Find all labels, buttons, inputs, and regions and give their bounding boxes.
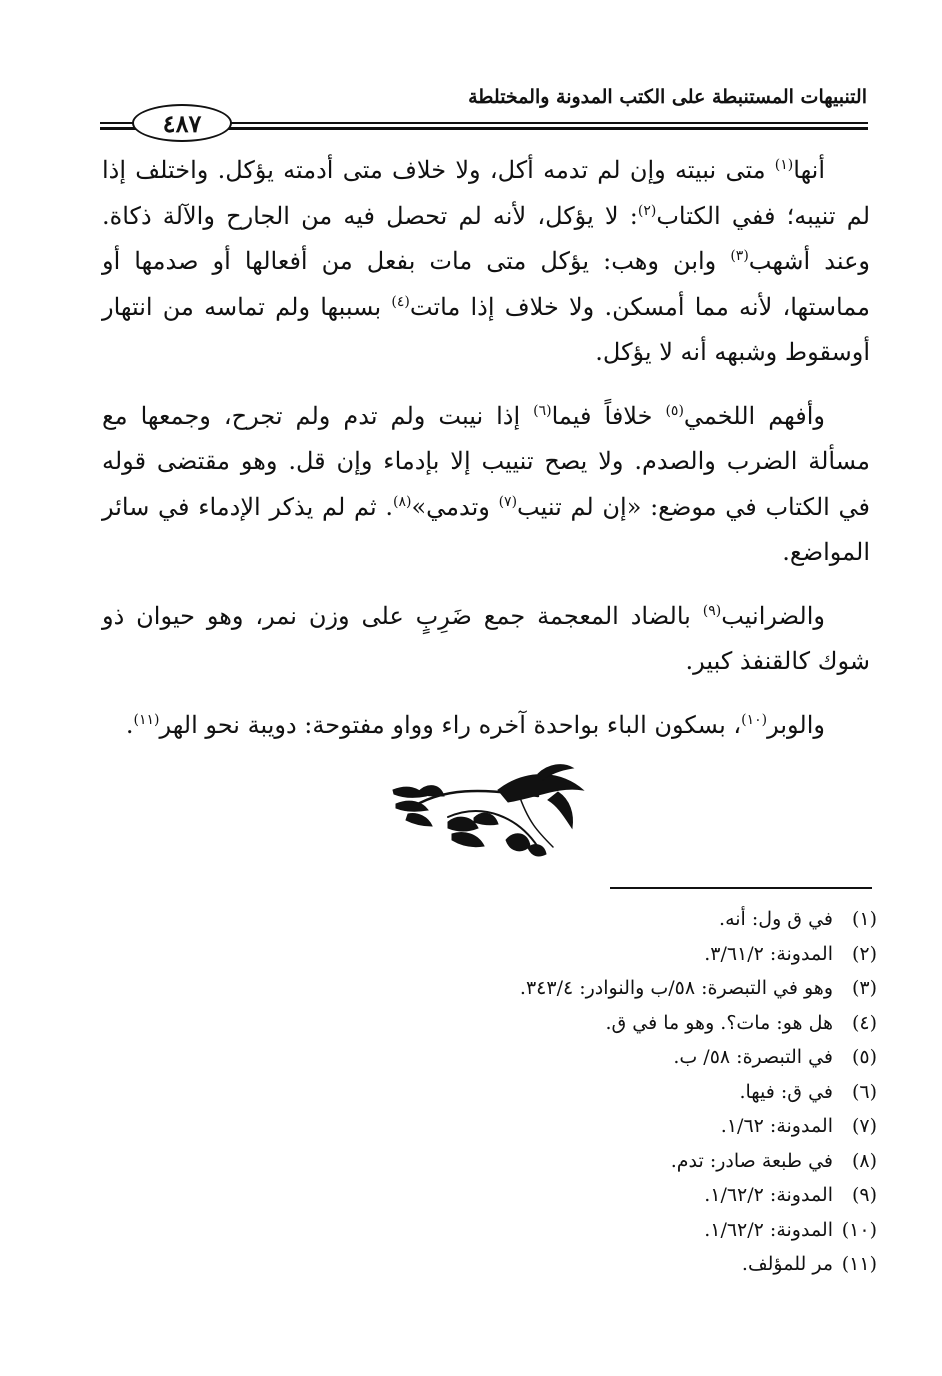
text-run: والوبر	[767, 710, 825, 739]
footnote-text: مر للمؤلف.	[741, 1253, 833, 1275]
footnote-text: في ق ول: أنه.	[719, 908, 833, 930]
footnote-number: (٨)	[851, 1149, 877, 1172]
footnote-marker[interactable]: (٦)	[533, 402, 552, 419]
footnote-item	[277, 1213, 877, 1248]
text-run: إذا نيبت ولم تدم ولم تجرح، وجمعها مع مسألة الضرب والصدم. ولا يصح تنييب إلا بإدماء وإن قل. وهو مقتضى قوله في الكتاب في موضع: «إن لم تنيب	[102, 401, 870, 521]
footnote-marker[interactable]: (٢)	[637, 202, 657, 219]
floral-ornament-icon	[388, 762, 588, 862]
footnote-separator	[610, 887, 872, 889]
paragraph-3	[102, 594, 870, 685]
footnote-item	[277, 1144, 877, 1179]
footnote-marker[interactable]: (١١)	[133, 711, 160, 728]
text-run: . ثم لم يذكر الإدماء في سائر المواضع.	[102, 492, 870, 566]
footnote-text: المدونة: ١/٦٢/٢.	[704, 1218, 833, 1241]
footnote-marker[interactable]: (٣)	[730, 248, 749, 264]
footnotes-list	[277, 902, 877, 1282]
paragraph-2	[102, 394, 870, 576]
footnote-text: المدونة: ١/٦٢.	[720, 1115, 833, 1137]
footnote-number: (٦)	[851, 1080, 877, 1103]
footnote-number: (١)	[851, 908, 877, 930]
footnote-text: المدونة: ٣/٦١/٢.	[704, 942, 833, 965]
text-run: والضرانيب	[721, 601, 825, 630]
footnote-marker[interactable]: (٨)	[392, 493, 412, 510]
footnote-marker[interactable]: (١)	[774, 157, 794, 173]
footnote-text: وهو في التبصرة: ٥٨/ب والنوادر: ٣٤٣/٤.	[519, 977, 833, 999]
footnote-marker[interactable]: (٥)	[665, 402, 684, 419]
footnote-text: في طبعة صادر: تدم.	[670, 1149, 833, 1172]
footnote-marker[interactable]: (١٠)	[741, 711, 768, 728]
footnote-item	[277, 971, 877, 1006]
text-run: متى نبيته وإن لم تدمه أكل، ولا خلاف متى أدمته يؤكل. واختلف إذا لم تنيبه؛ ففي الكتاب	[102, 156, 871, 230]
footnote-item	[277, 1178, 877, 1213]
running-title: التنبيهات المستنبطة على الكتب المدونة والمختلطة	[468, 86, 867, 108]
text-run: وتدمي»	[411, 492, 499, 521]
body-text	[102, 148, 870, 766]
text-run: وابن وهب: يؤكل متى مات بفعل من أفعالها أو صدمها أو مماستها، لأنه مما أمسكن. ولا خلاف إذا ماتت	[102, 247, 871, 321]
text-run: وأفهم اللخمي	[683, 401, 825, 430]
footnote-marker[interactable]: (٧)	[498, 493, 518, 510]
footnote-number: (٧)	[851, 1115, 877, 1137]
footnote-text: في ق: فيها.	[739, 1080, 833, 1103]
text-run: .	[125, 710, 134, 739]
footnote-number: (٩)	[851, 1184, 877, 1206]
page-number-text: ٤٨٧	[162, 108, 202, 138]
footnote-item	[277, 937, 877, 972]
footnote-item	[277, 1006, 877, 1041]
footnote-item	[277, 1109, 877, 1144]
paragraph-1	[102, 148, 870, 376]
footnote-text: في التبصرة: ٥٨/ ب.	[673, 1046, 833, 1068]
text-run: بالضاد المعجمة جمع ضَرِبٍ على وزن نمر، وهو حيوان ذو شوك كالقنفذ كبير.	[102, 601, 870, 675]
page-number	[132, 104, 232, 142]
footnote-marker[interactable]: (٩)	[702, 602, 722, 619]
text-run: خلافاً فيما	[551, 401, 666, 430]
footnote-text: هل هو: مات؟. وهو ما في ق.	[605, 1011, 833, 1034]
text-run: بسببها ولم تماسه من انتهار أوسقوط وشبهه أنه لا يؤكل.	[102, 292, 870, 366]
text-run: : لا يؤكل، لأنه لم تحصل فيه من الجارح والآلة ذكاة. وعند أشهب	[102, 201, 870, 275]
footnote-number: (٤)	[851, 1011, 877, 1034]
footnote-number: (٥)	[851, 1046, 877, 1068]
text-run: ، بسكون الباء بواحدة آخره راء وواو مفتوحة: دويبة نحو الهر	[159, 710, 742, 739]
footnote-number: (٢)	[851, 942, 877, 965]
footnote-item	[277, 1247, 877, 1282]
footnote-number: (١٠)	[841, 1218, 877, 1241]
footnote-number: (١١)	[841, 1253, 877, 1275]
text-run: أنها	[793, 156, 825, 184]
footnote-text: المدونة: ١/٦٢/٢.	[704, 1184, 833, 1206]
footnote-item	[277, 902, 877, 937]
footnote-number: (٣)	[851, 977, 877, 999]
paragraph-4	[102, 703, 870, 749]
footnote-item	[277, 1075, 877, 1110]
footnote-item	[277, 1040, 877, 1075]
footnote-marker[interactable]: (٤)	[391, 293, 410, 310]
